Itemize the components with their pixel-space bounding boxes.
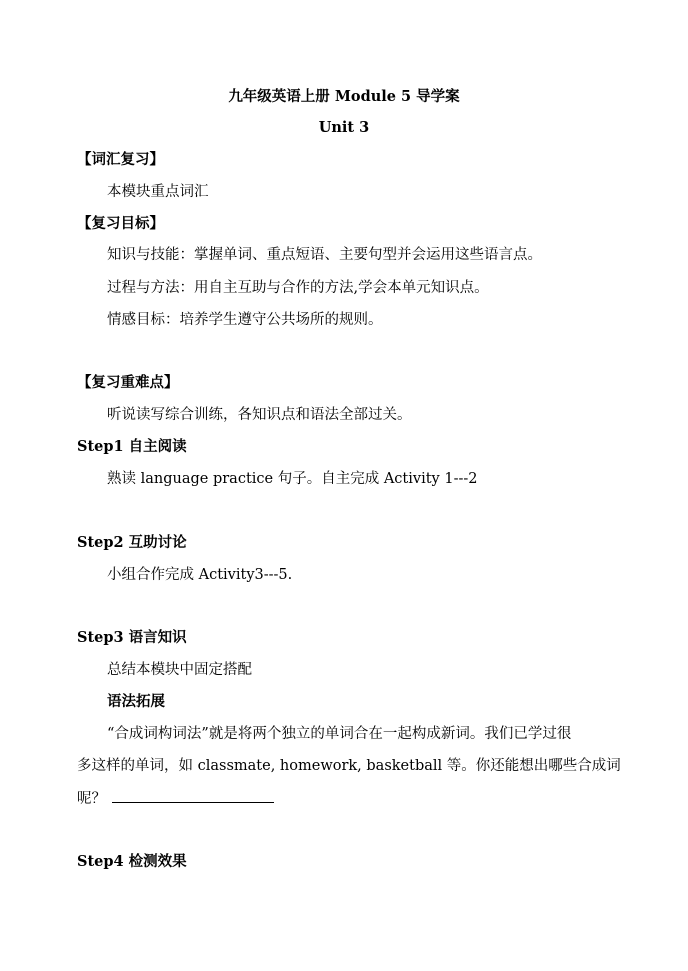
key-points-text: 听说读写综合训练，各知识点和语法全部过关。 [107, 407, 412, 423]
step3-text: 总结本模块中固定搭配 [107, 662, 252, 678]
step4-heading: Step4 检测效果 [77, 853, 187, 870]
review-goals-heading: 【复习目标】 [77, 215, 164, 232]
step2-text: 小组合作完成 Activity3---5. [107, 567, 293, 583]
key-points-heading: 【复习重难点】 [77, 374, 179, 391]
vocab-review-heading: 【词汇复习】 [77, 151, 164, 168]
compound-words-para-line3 [77, 788, 274, 809]
unit-title: Unit 3 [318, 119, 370, 136]
grammar-extension-heading: 语法拓展 [107, 693, 165, 710]
vocab-review-text: 本模块重点词汇 [107, 184, 209, 200]
question-lead: 呢？ [77, 791, 106, 807]
answer-blank[interactable] [112, 788, 274, 803]
step1-text: 熟读 language practice 句子。自主完成 Activity 1---2 [107, 471, 478, 487]
goal-process: 过程与方法：用自主互助与合作的方法,学会本单元知识点。 [107, 280, 489, 296]
step3-heading: Step3 语言知识 [77, 629, 187, 646]
step1-heading: Step1 自主阅读 [77, 438, 187, 455]
compound-words-para-line1: “合成词构词法”就是将两个独立的单词合在一起构成新词。我们已学过很 [107, 726, 572, 742]
compound-words-para-line2: 多这样的单词，如 classmate, homework, basketball 等。你还能想出哪些合成词 [77, 758, 621, 774]
page-title: 九年级英语上册 Module 5 导学案 [228, 88, 460, 105]
step2-heading: Step2 互助讨论 [77, 534, 187, 551]
goal-emotion: 情感目标：培养学生遵守公共场所的规则。 [107, 312, 383, 328]
goal-knowledge: 知识与技能：掌握单词、重点短语、主要句型并会运用这些语言点。 [107, 247, 542, 263]
